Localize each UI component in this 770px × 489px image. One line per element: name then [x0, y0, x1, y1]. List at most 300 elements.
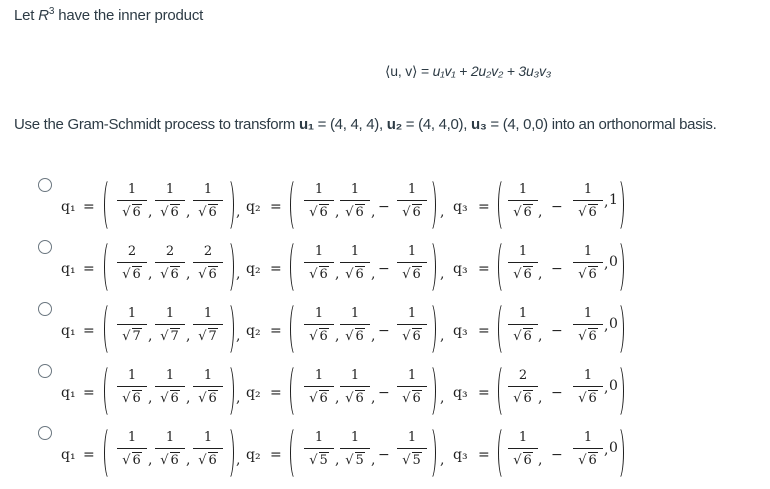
fraction-denominator	[302, 265, 336, 285]
left-paren	[104, 426, 115, 480]
fraction-denominator	[115, 327, 149, 347]
sqrt-symbol: √	[402, 329, 411, 344]
option-radio[interactable]	[38, 178, 52, 192]
equals-sign: =	[270, 447, 282, 463]
sqrt-symbol: √	[578, 329, 587, 344]
radicand: 6	[588, 329, 597, 344]
equals-sign: =	[478, 323, 490, 339]
q3-component-2	[571, 305, 605, 347]
fraction-denominator	[395, 389, 429, 409]
sqrt-symbol: √	[345, 267, 354, 282]
radicand: 6	[412, 205, 421, 220]
sqrt-symbol: √	[345, 329, 354, 344]
fraction-denominator	[506, 265, 543, 285]
fraction-denominator	[191, 327, 225, 347]
q3-component-2	[571, 243, 605, 285]
q1-component-3	[191, 181, 225, 223]
equals-sign: =	[270, 385, 282, 401]
fraction-numerator: 1	[407, 244, 417, 259]
fraction-bar	[304, 324, 334, 325]
q3-component-2	[571, 367, 605, 409]
fraction-bar	[340, 386, 370, 387]
fraction-numerator: 1	[518, 430, 528, 445]
q1-component-2	[153, 243, 187, 285]
equals-sign: =	[83, 385, 95, 401]
q2-component-3	[395, 243, 429, 285]
minus-sign: −	[551, 199, 563, 215]
q2-label: q₂	[246, 385, 261, 401]
answer-option-5[interactable]	[38, 426, 758, 486]
comma: ,	[440, 328, 445, 344]
minus-sign: −	[378, 385, 390, 401]
comma: ,	[371, 390, 376, 406]
sqrt-symbol: √	[513, 205, 522, 220]
radicand: 7	[170, 329, 179, 344]
equals-sign: =	[83, 199, 95, 215]
fraction-denominator	[191, 265, 225, 285]
comma: ,	[371, 204, 376, 220]
q1-label: q₁	[61, 199, 76, 215]
sqrt-symbol: √	[122, 267, 131, 282]
minus-sign: −	[551, 447, 563, 463]
fraction-bar	[155, 262, 185, 263]
fraction-numerator: 1	[407, 182, 417, 197]
fraction-bar	[573, 324, 603, 325]
comma: ,	[148, 266, 153, 282]
fraction-denominator	[153, 451, 187, 471]
fraction-denominator	[191, 203, 225, 223]
right-paren	[223, 364, 234, 418]
q3-component-1	[506, 305, 543, 347]
fraction-bar	[117, 386, 147, 387]
u3-name: u₃	[471, 116, 487, 133]
sqrt-symbol: √	[160, 391, 169, 406]
q2-component-2	[338, 181, 372, 223]
fraction-bar	[155, 448, 185, 449]
fraction-bar	[340, 200, 370, 201]
fraction-numerator: 1	[518, 306, 528, 321]
option-radio[interactable]	[38, 426, 52, 440]
comma: ,	[371, 328, 376, 344]
radicand: 5	[355, 453, 364, 468]
radicand: 6	[355, 391, 364, 406]
q2-label: q₂	[246, 323, 261, 339]
u3-value: = (4, 0,0)	[486, 116, 548, 133]
right-paren	[425, 364, 436, 418]
radicand: 6	[523, 205, 532, 220]
q2-component-2	[338, 367, 372, 409]
comma: ,	[148, 204, 153, 220]
fraction-numerator: 1	[350, 430, 360, 445]
inner-product-rhs: u₁v₁ + 2u₂v₂ + 3u₃v₃	[432, 63, 552, 79]
radicand: 6	[523, 267, 532, 282]
intro-prefix: Let	[14, 7, 39, 24]
radicand: 6	[412, 267, 421, 282]
fraction-bar	[117, 262, 147, 263]
q2-component-3	[395, 181, 429, 223]
fraction-denominator	[506, 327, 543, 347]
inner-product-lhs: ⟨u, v⟩ =	[385, 63, 433, 79]
fraction-bar	[193, 386, 223, 387]
comma: ,	[335, 390, 340, 406]
right-paren	[425, 240, 436, 294]
fraction-bar	[193, 200, 223, 201]
radicand: 6	[523, 391, 532, 406]
fraction-denominator	[302, 389, 336, 409]
fraction-denominator	[115, 451, 149, 471]
fraction-numerator: 1	[127, 368, 137, 383]
radicand: 6	[319, 329, 328, 344]
comma: ,	[236, 266, 241, 282]
fraction-bar	[304, 448, 334, 449]
fraction-denominator	[395, 451, 429, 471]
equals-sign: =	[270, 261, 282, 277]
option-radio[interactable]	[38, 240, 52, 254]
sqrt-symbol: √	[160, 453, 169, 468]
sqrt-symbol: √	[402, 267, 411, 282]
radicand: 6	[208, 205, 217, 220]
comma: ,	[236, 452, 241, 468]
radicand: 6	[355, 267, 364, 282]
u2-name: u₂	[386, 116, 402, 133]
task-suffix: into an orthonormal basis.	[547, 116, 717, 133]
comma: ,	[371, 452, 376, 468]
q2-component-3	[395, 367, 429, 409]
fraction-denominator	[153, 389, 187, 409]
q2-component-3	[395, 429, 429, 471]
fraction-denominator	[338, 389, 372, 409]
radicand: 6	[588, 391, 597, 406]
sqrt-symbol: √	[122, 205, 131, 220]
fraction-numerator: 1	[350, 244, 360, 259]
option-radio[interactable]	[38, 364, 52, 378]
q2-component-2	[338, 243, 372, 285]
sqrt-symbol: √	[122, 391, 131, 406]
fraction-denominator	[338, 203, 372, 223]
sqrt-symbol: √	[309, 453, 318, 468]
minus-sign: −	[378, 447, 390, 463]
fraction-denominator	[338, 265, 372, 285]
sqrt-symbol: √	[160, 205, 169, 220]
left-paren	[290, 364, 301, 418]
fraction-numerator: 1	[314, 306, 324, 321]
inner-product-formula	[385, 63, 551, 80]
fraction-bar	[397, 262, 427, 263]
fraction-numerator: 1	[518, 182, 528, 197]
comma: ,	[604, 442, 609, 458]
radicand: 6	[355, 329, 364, 344]
q1-component-3	[191, 429, 225, 471]
answer-option-1[interactable]	[38, 178, 758, 238]
answer-option-3[interactable]	[38, 302, 758, 362]
radicand: 6	[132, 205, 141, 220]
fraction-numerator: 1	[583, 182, 593, 197]
fraction-bar	[304, 200, 334, 201]
fraction-numerator: 2	[127, 244, 137, 259]
left-paren	[290, 178, 301, 232]
fraction-denominator	[302, 451, 336, 471]
q1-component-1	[115, 181, 149, 223]
radicand: 6	[588, 267, 597, 282]
fraction-numerator: 1	[165, 368, 175, 383]
fraction-numerator: 1	[350, 368, 360, 383]
fraction-numerator: 1	[127, 182, 137, 197]
sqrt-symbol: √	[578, 453, 587, 468]
comma: ,	[335, 266, 340, 282]
right-paren	[223, 426, 234, 480]
q2-component-1	[302, 429, 336, 471]
fraction-denominator	[571, 265, 605, 285]
sqrt-symbol: √	[309, 391, 318, 406]
radicand: 7	[208, 329, 217, 344]
fraction-bar	[397, 200, 427, 201]
minus-sign: −	[551, 323, 563, 339]
q3-component-3: 0	[609, 316, 618, 332]
comma: ,	[186, 328, 191, 344]
comma: ,	[186, 452, 191, 468]
sqrt-symbol: √	[345, 391, 354, 406]
fraction-numerator: 1	[583, 306, 593, 321]
radicand: 6	[523, 453, 532, 468]
comma: ,	[538, 328, 543, 344]
space-symbol: R	[38, 7, 49, 24]
q2-component-1	[302, 243, 336, 285]
task-prefix: Use the Gram-Schmidt process to transform	[14, 116, 299, 133]
radicand: 7	[132, 329, 141, 344]
comma: ,	[236, 390, 241, 406]
q1-label: q₁	[61, 447, 76, 463]
fraction-numerator: 1	[583, 244, 593, 259]
fraction-denominator	[302, 203, 336, 223]
q1-label: q₁	[61, 261, 76, 277]
fraction-numerator: 1	[165, 306, 175, 321]
comma: ,	[148, 390, 153, 406]
fraction-bar	[573, 386, 603, 387]
radicand: 5	[319, 453, 328, 468]
q3-component-3: 0	[609, 378, 618, 394]
space-exponent: 3	[48, 6, 55, 17]
q3-component-2	[571, 429, 605, 471]
comma: ,	[538, 452, 543, 468]
minus-sign: −	[378, 323, 390, 339]
comma: ,	[440, 266, 445, 282]
fraction-numerator: 1	[127, 306, 137, 321]
sqrt-symbol: √	[122, 329, 131, 344]
q3-label: q₃	[453, 199, 468, 215]
option-radio[interactable]	[38, 302, 52, 316]
fraction-bar	[573, 262, 603, 263]
fraction-denominator	[571, 327, 605, 347]
sqrt-symbol: √	[578, 267, 587, 282]
fraction-denominator	[338, 451, 372, 471]
left-paren	[104, 178, 115, 232]
task-statement	[14, 116, 717, 133]
radicand: 6	[355, 205, 364, 220]
sqrt-symbol: √	[309, 205, 318, 220]
q2-label: q₂	[246, 261, 261, 277]
fraction-numerator: 1	[165, 182, 175, 197]
radicand: 6	[132, 267, 141, 282]
fraction-bar	[397, 386, 427, 387]
fraction-bar	[340, 448, 370, 449]
fraction-denominator	[153, 327, 187, 347]
fraction-numerator: 1	[407, 306, 417, 321]
fraction-bar	[155, 386, 185, 387]
fraction-numerator: 2	[518, 368, 528, 383]
left-paren	[104, 302, 115, 356]
radicand: 6	[588, 453, 597, 468]
comma: ,	[148, 328, 153, 344]
fraction-numerator: 1	[350, 306, 360, 321]
fraction-bar	[304, 386, 334, 387]
radicand: 6	[208, 391, 217, 406]
comma: ,	[186, 204, 191, 220]
fraction-denominator	[115, 265, 149, 285]
equals-sign: =	[478, 447, 490, 463]
q3-component-3: 0	[609, 440, 618, 456]
q3-component-1	[506, 243, 543, 285]
q1-component-3	[191, 305, 225, 347]
fraction-numerator: 1	[314, 430, 324, 445]
fraction-numerator: 1	[127, 430, 137, 445]
sqrt-symbol: √	[402, 453, 411, 468]
q1-component-2	[153, 181, 187, 223]
comma: ,	[148, 452, 153, 468]
minus-sign: −	[551, 261, 563, 277]
comma: ,	[538, 390, 543, 406]
right-paren	[613, 364, 624, 418]
comma: ,	[335, 328, 340, 344]
q1-component-2	[153, 305, 187, 347]
fraction-bar	[304, 262, 334, 263]
sqrt-symbol: √	[345, 205, 354, 220]
fraction-numerator: 1	[407, 430, 417, 445]
fraction-denominator	[115, 389, 149, 409]
answer-option-2[interactable]	[38, 240, 758, 300]
sqrt-symbol: √	[160, 267, 169, 282]
q2-component-1	[302, 367, 336, 409]
q3-component-1	[506, 367, 543, 409]
q1-component-3	[191, 243, 225, 285]
problem-intro	[14, 6, 203, 24]
right-paren	[223, 302, 234, 356]
equals-sign: =	[270, 323, 282, 339]
fraction-denominator	[153, 203, 187, 223]
radicand: 6	[170, 453, 179, 468]
q3-component-1	[506, 429, 543, 471]
minus-sign: −	[378, 199, 390, 215]
fraction-numerator: 1	[314, 368, 324, 383]
fraction-denominator	[571, 451, 605, 471]
fraction-numerator: 1	[165, 430, 175, 445]
comma: ,	[186, 390, 191, 406]
fraction-denominator	[153, 265, 187, 285]
right-paren	[425, 178, 436, 232]
q1-component-1	[115, 367, 149, 409]
fraction-bar	[155, 324, 185, 325]
comma: ,	[371, 266, 376, 282]
fraction-numerator: 1	[583, 368, 593, 383]
q1-label: q₁	[61, 323, 76, 339]
q1-component-3	[191, 367, 225, 409]
answer-option-4[interactable]	[38, 364, 758, 424]
comma: ,	[236, 204, 241, 220]
radicand: 6	[588, 205, 597, 220]
radicand: 6	[170, 391, 179, 406]
radicand: 6	[132, 391, 141, 406]
q2-component-1	[302, 181, 336, 223]
sqrt-symbol: √	[513, 267, 522, 282]
fraction-denominator	[115, 203, 149, 223]
right-paren	[613, 302, 624, 356]
fraction-numerator: 1	[314, 182, 324, 197]
fraction-denominator	[395, 327, 429, 347]
fraction-denominator	[395, 203, 429, 223]
comma: ,	[186, 266, 191, 282]
u1-name: u₁	[299, 116, 314, 133]
right-paren	[613, 178, 624, 232]
comma: ,	[604, 194, 609, 210]
q3-label: q₃	[453, 447, 468, 463]
comma: ,	[335, 452, 340, 468]
fraction-numerator: 1	[314, 244, 324, 259]
comma: ,	[604, 380, 609, 396]
intro-suffix: have the inner product	[54, 7, 204, 24]
fraction-bar	[397, 324, 427, 325]
fraction-bar	[340, 324, 370, 325]
left-paren	[104, 364, 115, 418]
sqrt-symbol: √	[198, 391, 207, 406]
comma: ,	[538, 204, 543, 220]
sqrt-symbol: √	[198, 329, 207, 344]
right-paren	[425, 426, 436, 480]
q3-label: q₃	[453, 323, 468, 339]
fraction-bar	[117, 324, 147, 325]
radicand: 6	[170, 205, 179, 220]
fraction-denominator	[506, 451, 543, 471]
q1-component-1	[115, 243, 149, 285]
q1-component-2	[153, 367, 187, 409]
sqrt-symbol: √	[513, 391, 522, 406]
sqrt-symbol: √	[402, 391, 411, 406]
sqrt-symbol: √	[309, 329, 318, 344]
fraction-numerator: 1	[583, 430, 593, 445]
sqrt-symbol: √	[578, 205, 587, 220]
comma: ,	[604, 256, 609, 272]
fraction-bar	[508, 448, 538, 449]
radicand: 6	[208, 267, 217, 282]
u2-value: = (4, 4,0),	[401, 116, 471, 133]
radicand: 6	[132, 453, 141, 468]
radicand: 6	[412, 391, 421, 406]
fraction-denominator	[395, 265, 429, 285]
sqrt-symbol: √	[122, 453, 131, 468]
fraction-bar	[573, 200, 603, 201]
comma: ,	[538, 266, 543, 282]
sqrt-symbol: √	[198, 205, 207, 220]
fraction-denominator	[191, 389, 225, 409]
u1-value: = (4, 4, 4),	[313, 116, 387, 133]
fraction-bar	[117, 200, 147, 201]
fraction-numerator: 2	[165, 244, 175, 259]
sqrt-symbol: √	[513, 329, 522, 344]
fraction-denominator	[302, 327, 336, 347]
right-paren	[425, 302, 436, 356]
fraction-numerator: 1	[350, 182, 360, 197]
q1-label: q₁	[61, 385, 76, 401]
fraction-denominator	[571, 203, 605, 223]
sqrt-symbol: √	[198, 267, 207, 282]
